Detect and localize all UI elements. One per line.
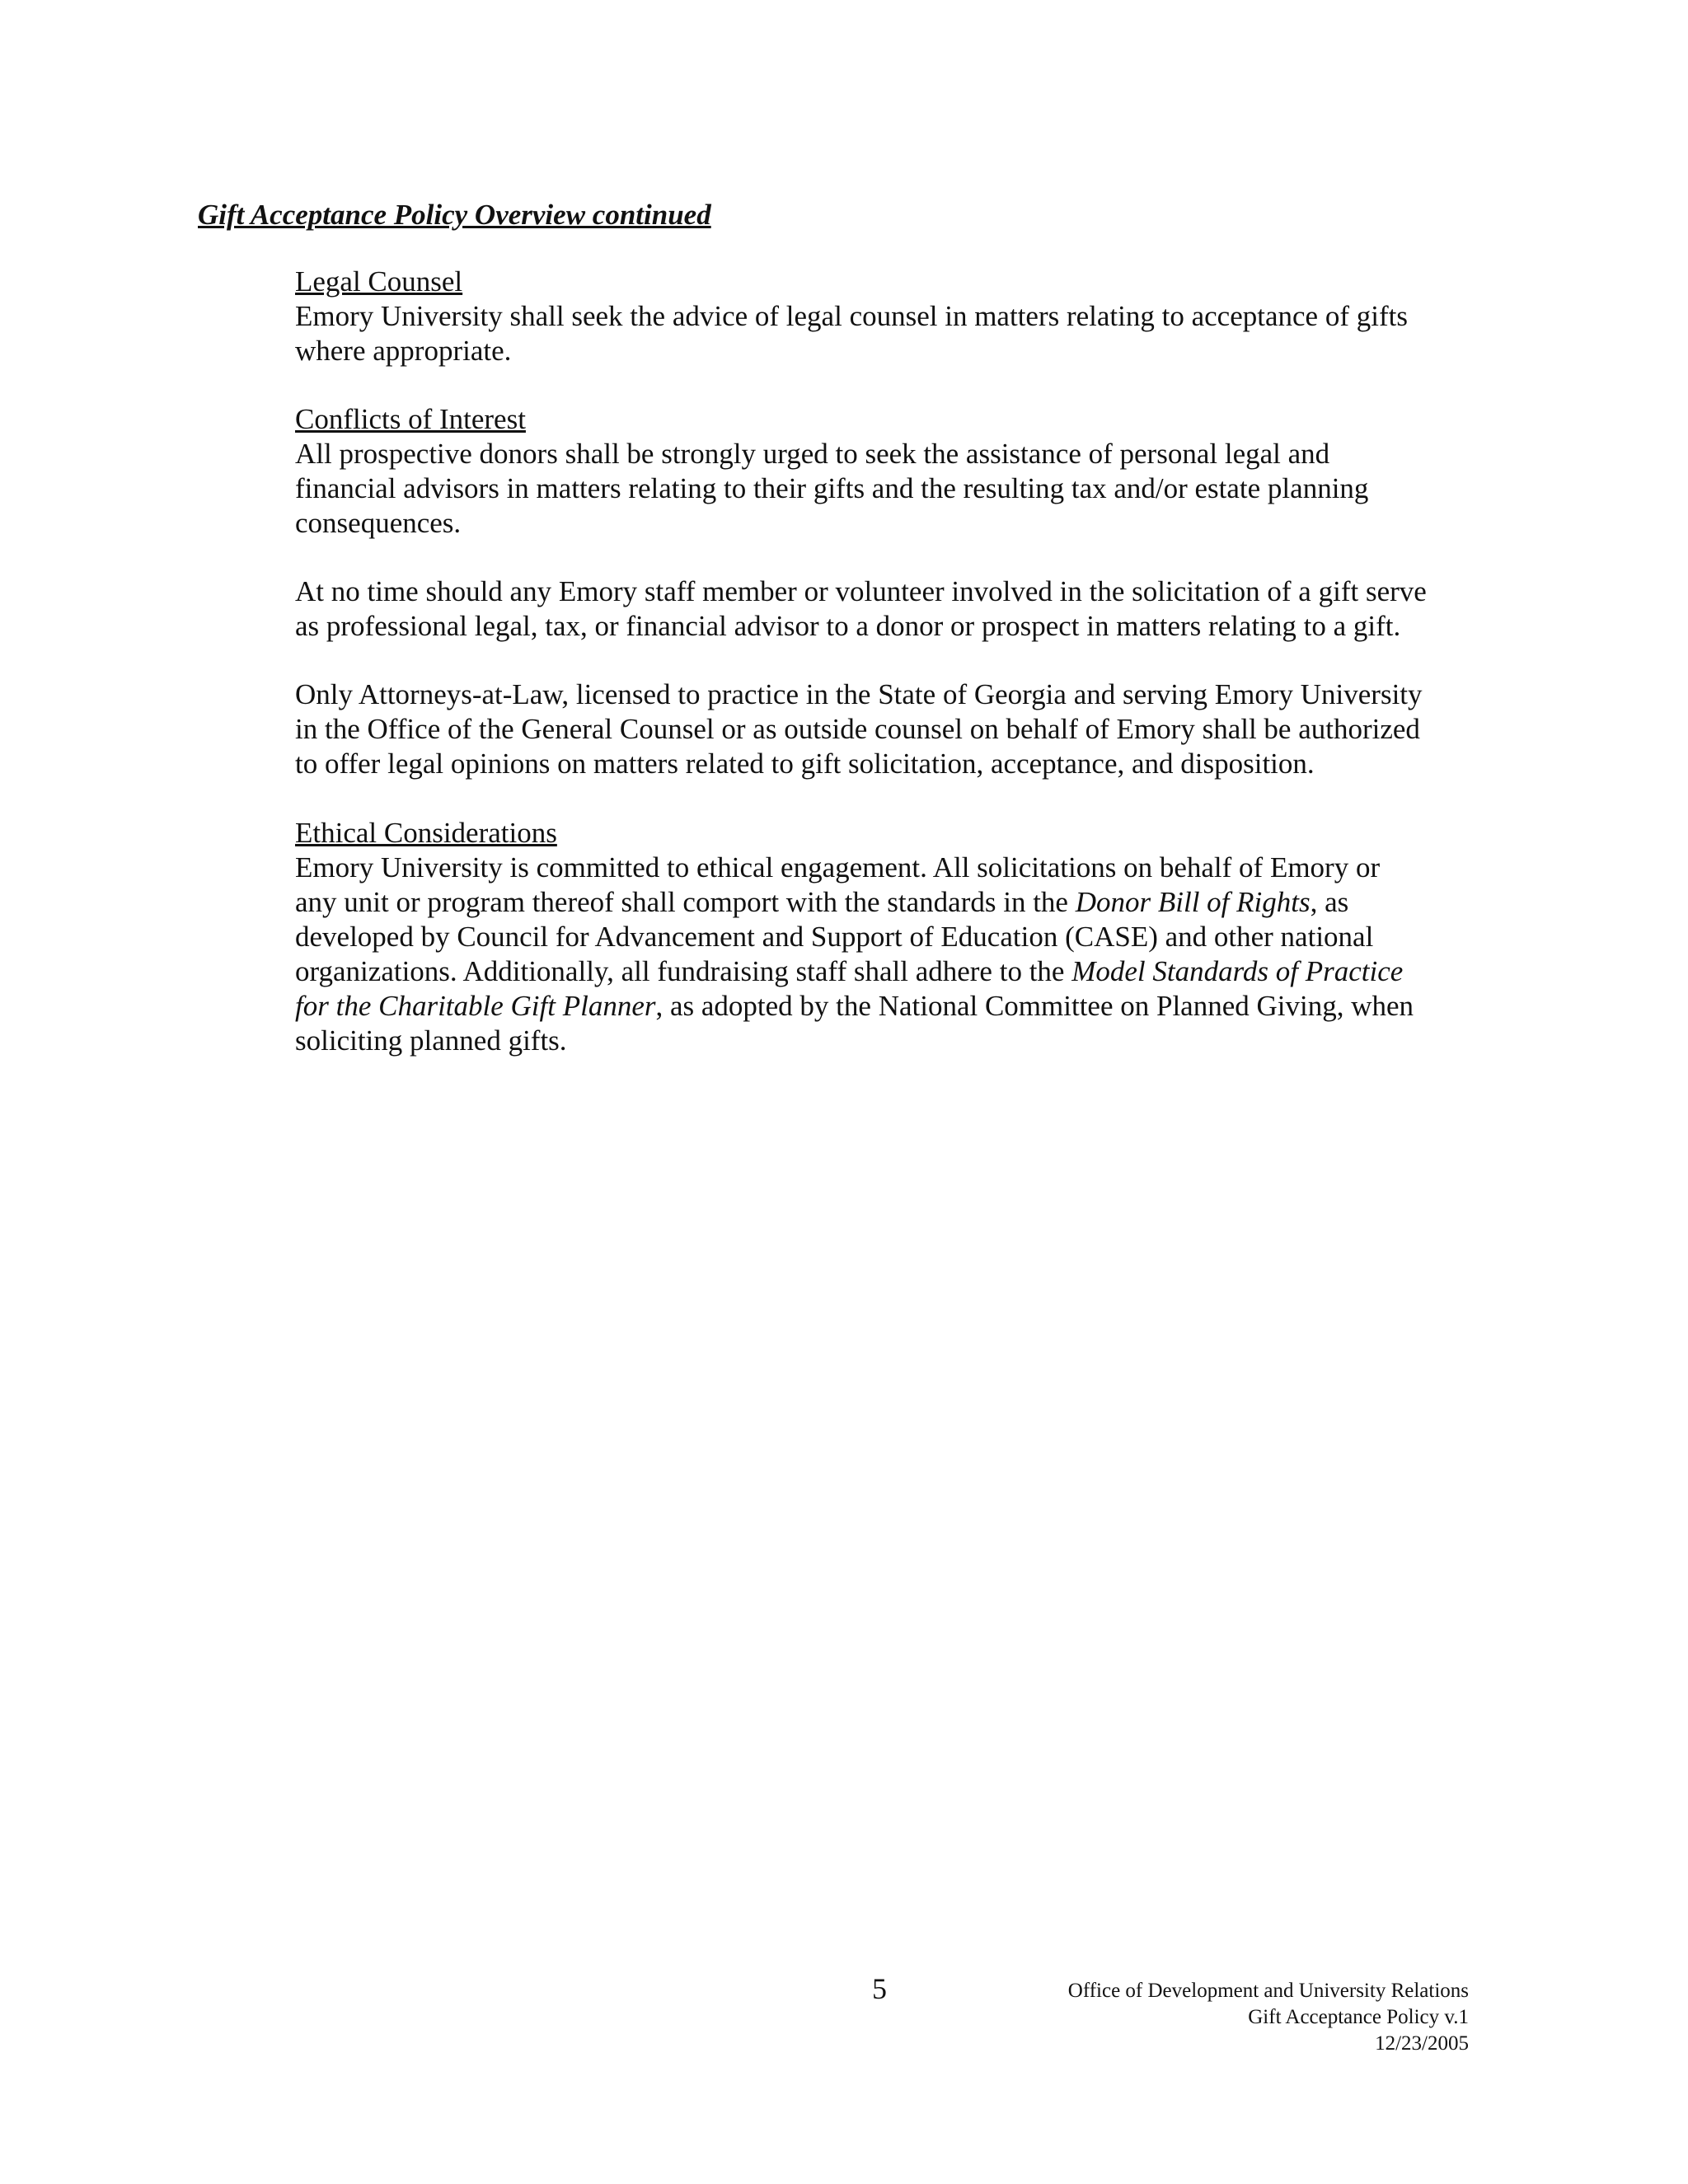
ethical-line-1: Emory University is committed to ethical engagement. All solicitations on behalf of Emory or (295, 851, 1381, 883)
footer (1068, 1978, 1469, 2057)
page-number: 5 (872, 1972, 887, 2005)
ethical-considerations-heading: Ethical Considerations (295, 817, 557, 849)
legal-counsel-line-2: where appropriate. (295, 335, 512, 367)
ethical-line-2 (295, 885, 1490, 920)
ethical-line-2-tail: , as (1310, 886, 1349, 918)
ethical-line-4-text: organizations. Additionally, all fundraising staff shall adhere to the (295, 955, 1072, 987)
conflicts-paragraph-3 (295, 677, 1490, 781)
conflicts-paragraph-3-line-3: to offer legal opinions on matters related to gift solicitation, acceptance, and disposition. (295, 748, 1315, 780)
ethical-line-2-text: any unit or program thereof shall comport with the standards in the (295, 886, 1076, 918)
conflicts-of-interest-section (295, 402, 1490, 541)
ethical-line-3: developed by Council for Advancement and Support of Education (CASE) and other national (295, 921, 1374, 953)
conflicts-paragraph-1-line-3: consequences. (295, 507, 462, 539)
ethical-line-4 (295, 954, 1490, 989)
footer-policy-version: Gift Acceptance Policy v.1 (1248, 2006, 1469, 2028)
model-standards-title-part-1: Model Standards of Practice (1071, 955, 1404, 987)
conflicts-paragraph-1-line-1: All prospective donors shall be strongly urged to seek the assistance of personal legal and (295, 438, 1330, 470)
ethical-line-5-tail: , as adopted by the National Committee on Planned Giving, when (655, 990, 1414, 1022)
conflicts-of-interest-heading: Conflicts of Interest (295, 403, 526, 435)
footer-office: Office of Development and University Relations (1067, 1980, 1469, 2002)
ethical-line-6: soliciting planned gifts. (295, 1024, 567, 1057)
donor-bill-of-rights-title: Donor Bill of Rights (1075, 886, 1311, 918)
conflicts-paragraph-3-line-1: Only Attorneys-at-Law, licensed to practice in the State of Georgia and serving Emory University (295, 678, 1423, 710)
legal-counsel-line-1: Emory University shall seek the advice of legal counsel in matters relating to acceptance of gifts (295, 300, 1408, 332)
page-title: Gift Acceptance Policy Overview continued (198, 199, 711, 231)
model-standards-title-part-2: for the Charitable Gift Planner (295, 990, 656, 1022)
conflicts-paragraph-2-line-1: At no time should any Emory staff member or volunteer involved in the solicitation of a gift serve (295, 575, 1427, 607)
footer-date: 12/23/2005 (1375, 2032, 1469, 2055)
ethical-considerations-section (295, 816, 1490, 1058)
conflicts-paragraph-3-line-2: in the Office of the General Counsel or as outside counsel on behalf of Emory shall be authorized (295, 713, 1420, 745)
conflicts-paragraph-2-line-2: as professional legal, tax, or financial advisor to a donor or prospect in matters relating to a gift. (295, 610, 1401, 642)
ethical-line-5 (295, 989, 1490, 1024)
conflicts-paragraph-2 (295, 574, 1490, 644)
legal-counsel-section (295, 265, 1490, 368)
conflicts-paragraph-1-line-2: financial advisors in matters relating to their gifts and the resulting tax and/or estate planning (295, 472, 1369, 504)
legal-counsel-heading: Legal Counsel (295, 265, 463, 298)
